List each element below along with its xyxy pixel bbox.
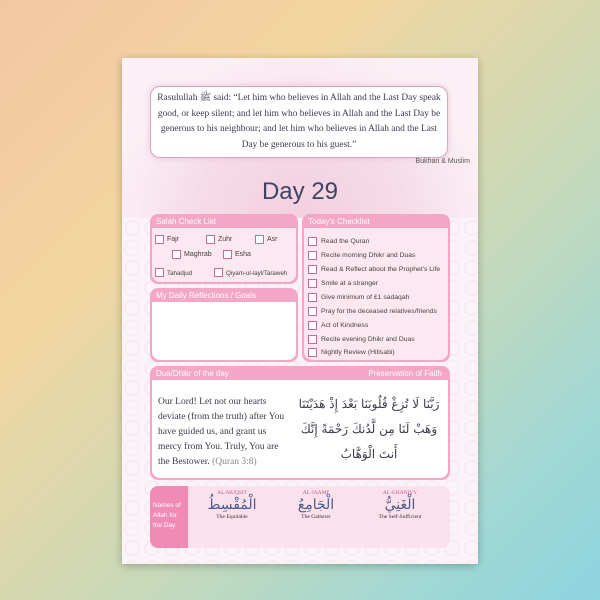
checkbox-task-4[interactable] [308,279,317,288]
task-label: Nightly Review (Hitisabi) [321,349,395,356]
checkbox-asr[interactable] [255,235,264,244]
salah-label-zuhr: Zuhr [218,236,233,243]
salah-label-tahadjud: Tahadjud [167,270,193,277]
checkbox-task-9[interactable] [308,348,317,357]
salah-label-asr: Asr [267,236,278,243]
dua-reference: (Quran 3:8) [212,457,257,467]
reflections-panel [150,288,298,362]
name-of-allah [276,490,356,520]
dua-english [158,395,286,470]
task-label: Smile at a stranger [321,280,379,287]
salah-label-esha: Esha [235,251,251,258]
checkbox-task-1[interactable] [308,237,317,246]
name-arabic: الْغَنِيُّ [384,497,416,513]
name-translit: AL-GHANIYY [382,490,418,496]
name-arabic: الْجَامِعُ [297,497,335,513]
dua-title: Dua/Dhikr of the day [156,369,229,378]
dua-english-text: Our Lord! Let not our hearts deviate (from the truth) after You have guided us, and grant us mercy from You. Truly, You are the Bestower. [158,397,285,467]
checklist-title: Today's Checklist [308,217,370,226]
checkbox-task-8[interactable] [308,335,317,344]
task-label: Read & Reflect about the Prophet's Life [321,266,441,273]
task-label: Recite morning Dhikr and Duas [321,252,416,259]
task-label: Pray for the deceased relatives/friends [321,308,437,315]
hadith-source: Bukhari & Muslim [415,158,470,165]
planner-sheet [122,58,478,564]
task-label: Act of Kindness [321,322,369,329]
dua-arabic: رَبَّنَا لَا تُزِغْ قُلُوبَنَا بَعْدَ إِذْ هَدَيْتَنَا وَهَبْ لَنَا مِن لَّدُنكَ رَحْمَةً إِنَّكَ أَنتَ الْوَهَّابُ [298,397,440,461]
checkbox-task-2[interactable] [308,251,317,260]
reflections-title: My Daily Reflections / Goals [156,291,257,300]
dua-subtitle: Preservation of Faith [368,369,442,378]
checkbox-qiyam[interactable] [214,268,223,277]
checkbox-task-3[interactable] [308,265,317,274]
name-translit: AL-MUQSIT [217,490,247,496]
name-english: The Self-Sufficient [378,514,422,520]
task-label: Read the Quran [321,238,370,245]
checkbox-task-5[interactable] [308,293,317,302]
reflections-writing-area[interactable] [152,302,296,360]
salah-title: Salah Check List [156,217,217,226]
names-label: Names of Allah for the Day [153,502,181,529]
salah-label-fajr: Fajr [167,236,180,243]
page-title: Day 29 [261,178,339,205]
salah-label-maghrab: Maghrab [184,251,212,258]
name-of-allah [192,490,272,520]
name-of-allah [360,490,440,520]
name-arabic: الْمُقْسِطُ [207,497,257,513]
hadith-quote: Rasulullah ﷺ said: “Let him who believes in Allah and the Last Day speak good, or keep silent; and let him who believes in Allah and the Last Day be generous to his neighbour; and let him who believes in Allah and the Last Day be generous to his guest.” [150,86,448,158]
salah-label-qiyam: Qiyam-ul-layl/Taraweh [226,270,288,277]
checkbox-task-7[interactable] [308,321,317,330]
checkbox-maghrab[interactable] [172,250,181,259]
checkbox-tahadjud[interactable] [155,268,164,277]
checkbox-esha[interactable] [223,250,232,259]
checkbox-fajr[interactable] [155,235,164,244]
task-label: Recite evening Dhikr and Duas [321,336,415,343]
name-english: The Equitable [216,514,248,520]
name-english: The Gatherer [301,514,331,520]
checkbox-task-6[interactable] [308,307,317,316]
checkbox-zuhr[interactable] [206,235,215,244]
name-translit: AL-JAAMI' [302,490,330,496]
task-label: Give minimum of £1 sadaqah [321,294,410,301]
